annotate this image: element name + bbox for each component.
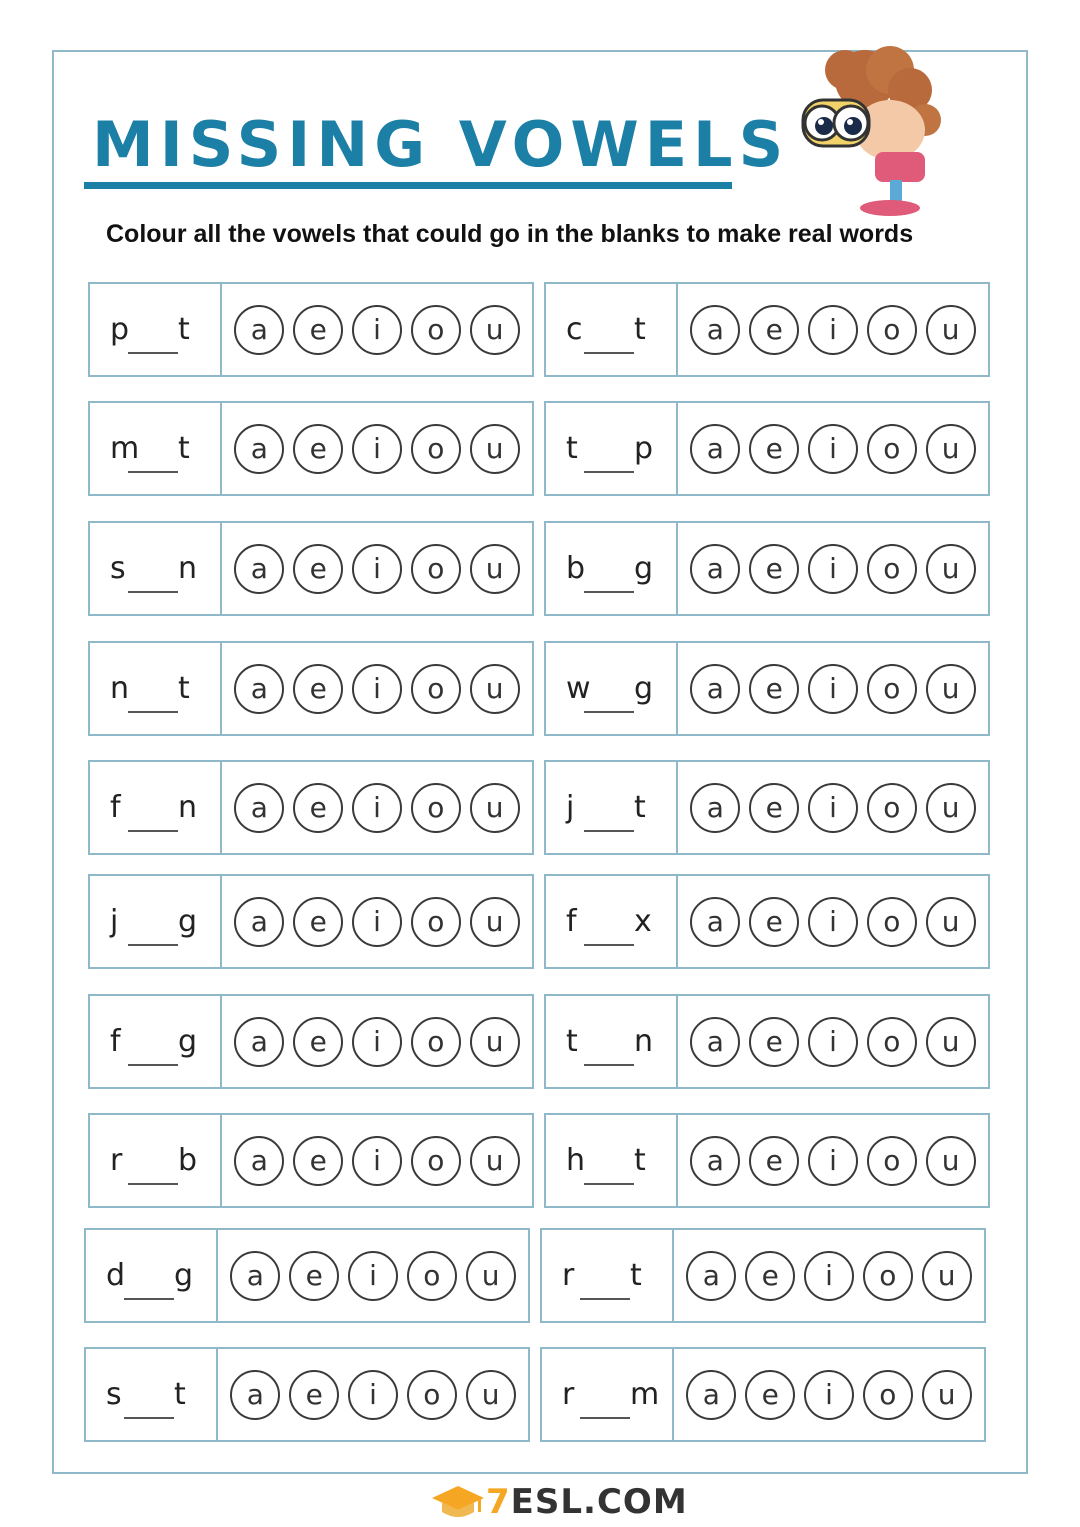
shoe: [860, 200, 920, 216]
logo-seven: 7: [486, 1482, 511, 1522]
blank-line: [128, 352, 178, 354]
vowel-circle-i[interactable]: i: [808, 544, 858, 594]
vowel-circle-o[interactable]: o: [867, 897, 917, 947]
first-letter: j: [566, 790, 575, 825]
word-cell: [546, 403, 678, 494]
word-cell: [546, 876, 678, 967]
vowel-circle-u[interactable]: u: [926, 783, 976, 833]
logo-text: [486, 1482, 688, 1522]
vowel-circle-u[interactable]: u: [466, 1370, 516, 1420]
word-card-right: [544, 641, 990, 736]
word-cell: [90, 284, 222, 375]
vowel-circle-o[interactable]: o: [411, 664, 461, 714]
vowel-circle-i[interactable]: i: [808, 664, 858, 714]
vowel-circle-a[interactable]: a: [234, 544, 284, 594]
word-card-right: [544, 874, 990, 969]
last-letter: n: [634, 1024, 654, 1059]
blank-line: [128, 471, 178, 473]
vowel-circle-i[interactable]: i: [352, 424, 402, 474]
word-card-right: [540, 1228, 986, 1323]
vowel-options: [678, 876, 988, 967]
vowel-circle-i[interactable]: i: [808, 897, 858, 947]
vowel-circle-e[interactable]: e: [293, 424, 343, 474]
blank-line: [128, 1183, 178, 1185]
vowel-circle-i[interactable]: i: [352, 1136, 402, 1186]
vowel-circle-a[interactable]: a: [234, 424, 284, 474]
logo-name: ESL.COM: [510, 1482, 688, 1522]
vowel-circle-u[interactable]: u: [926, 897, 976, 947]
first-letter: n: [110, 671, 130, 706]
first-letter: f: [110, 790, 121, 825]
vowel-circle-u[interactable]: u: [470, 424, 520, 474]
vowel-options: [678, 1115, 988, 1206]
last-letter: t: [634, 312, 646, 347]
vowel-circle-i[interactable]: i: [808, 424, 858, 474]
vowel-circle-e[interactable]: e: [293, 544, 343, 594]
vowel-circle-a[interactable]: a: [234, 305, 284, 355]
vowel-circle-a[interactable]: a: [690, 664, 740, 714]
vowel-circle-u[interactable]: u: [926, 664, 976, 714]
vowel-options: [678, 643, 988, 734]
word-card-right: [544, 521, 990, 616]
graduation-cap-icon: [430, 1482, 486, 1522]
last-letter: t: [174, 1377, 186, 1412]
blank-line: [584, 1064, 634, 1066]
word-cell: [90, 523, 222, 614]
word-cell: [90, 996, 222, 1087]
first-letter: d: [106, 1258, 126, 1293]
first-letter: s: [106, 1377, 122, 1412]
first-letter: p: [110, 312, 130, 347]
vowel-circle-a[interactable]: a: [234, 783, 284, 833]
vowel-options: [218, 1349, 528, 1440]
vowel-circle-u[interactable]: u: [926, 544, 976, 594]
vowel-circle-o[interactable]: o: [411, 1136, 461, 1186]
vowel-circle-i[interactable]: i: [808, 783, 858, 833]
vowel-circle-o[interactable]: o: [411, 1017, 461, 1067]
word-card-left: [88, 641, 534, 736]
vowel-circle-o[interactable]: o: [411, 424, 461, 474]
first-letter: c: [566, 312, 583, 347]
last-letter: m: [630, 1377, 660, 1412]
vowel-circle-e[interactable]: e: [749, 424, 799, 474]
vowel-circle-i[interactable]: i: [352, 897, 402, 947]
title-underline: [84, 182, 732, 189]
word-card-left: [88, 282, 534, 377]
blank-line: [584, 471, 634, 473]
word-card-left: [88, 521, 534, 616]
vowel-circle-u[interactable]: u: [926, 1017, 976, 1067]
vowel-circle-o[interactable]: o: [863, 1251, 913, 1301]
vowel-options: [218, 1230, 528, 1321]
blank-line: [128, 1064, 178, 1066]
vowel-circle-e[interactable]: e: [749, 783, 799, 833]
word-cell: [542, 1349, 674, 1440]
word-card-left: [88, 874, 534, 969]
last-letter: t: [178, 431, 190, 466]
word-cell: [542, 1230, 674, 1321]
blank-line: [128, 944, 178, 946]
vowel-circle-u[interactable]: u: [470, 664, 520, 714]
blank-line: [128, 711, 178, 713]
vowel-circle-u[interactable]: u: [926, 1136, 976, 1186]
first-letter: b: [566, 551, 586, 586]
first-letter: f: [110, 1024, 121, 1059]
binoculars: [803, 100, 869, 146]
last-letter: t: [634, 1143, 646, 1178]
vowel-circle-u[interactable]: u: [470, 897, 520, 947]
vowel-circle-e[interactable]: e: [289, 1370, 339, 1420]
blank-line: [580, 1298, 630, 1300]
vowel-circle-a[interactable]: a: [690, 783, 740, 833]
first-letter: w: [566, 671, 591, 706]
vowel-circle-e[interactable]: e: [749, 1136, 799, 1186]
vowel-options: [678, 523, 988, 614]
vowel-options: [678, 284, 988, 375]
vowel-options: [222, 996, 532, 1087]
shirt: [875, 152, 925, 182]
blank-line: [128, 830, 178, 832]
vowel-circle-a[interactable]: a: [234, 897, 284, 947]
site-logo: [430, 1480, 688, 1524]
last-letter: g: [178, 904, 198, 939]
vowel-circle-a[interactable]: a: [690, 1017, 740, 1067]
last-letter: n: [178, 551, 198, 586]
vowel-circle-a[interactable]: a: [230, 1251, 280, 1301]
word-cell: [86, 1349, 218, 1440]
vowel-circle-u[interactable]: u: [922, 1370, 972, 1420]
word-card-left: [84, 1347, 530, 1442]
vowel-circle-o[interactable]: o: [867, 1017, 917, 1067]
page-title: MISSING VOWELS: [92, 108, 790, 181]
vowel-circle-a[interactable]: a: [686, 1370, 736, 1420]
word-card-left: [88, 1113, 534, 1208]
vowel-circle-o[interactable]: o: [411, 544, 461, 594]
word-cell: [546, 643, 678, 734]
vowel-circle-u[interactable]: u: [470, 544, 520, 594]
word-cell: [90, 762, 222, 853]
vowel-circle-e[interactable]: e: [293, 897, 343, 947]
vowel-circle-o[interactable]: o: [411, 783, 461, 833]
word-cell: [90, 403, 222, 494]
last-letter: g: [174, 1258, 194, 1293]
blank-line: [584, 944, 634, 946]
vowel-circle-a[interactable]: a: [686, 1251, 736, 1301]
vowel-circle-e[interactable]: e: [749, 544, 799, 594]
vowel-circle-a[interactable]: a: [690, 424, 740, 474]
vowel-circle-o[interactable]: o: [863, 1370, 913, 1420]
first-letter: h: [566, 1143, 586, 1178]
vowel-circle-o[interactable]: o: [411, 305, 461, 355]
last-letter: t: [634, 790, 646, 825]
vowel-circle-i[interactable]: i: [804, 1251, 854, 1301]
blank-line: [584, 352, 634, 354]
vowel-circle-e[interactable]: e: [293, 1136, 343, 1186]
last-letter: t: [178, 312, 190, 347]
blank-line: [128, 591, 178, 593]
vowel-circle-e[interactable]: e: [293, 1017, 343, 1067]
vowel-circle-o[interactable]: o: [867, 1136, 917, 1186]
word-card-left: [88, 401, 534, 496]
vowel-circle-e[interactable]: e: [289, 1251, 339, 1301]
vowel-circle-o[interactable]: o: [411, 897, 461, 947]
vowel-circle-i[interactable]: i: [352, 305, 402, 355]
vowel-circle-u[interactable]: u: [926, 305, 976, 355]
vowel-circle-a[interactable]: a: [234, 1017, 284, 1067]
last-letter: g: [634, 671, 654, 706]
vowel-circle-a[interactable]: a: [234, 664, 284, 714]
vowel-circle-e[interactable]: e: [749, 1017, 799, 1067]
word-cell: [546, 1115, 678, 1206]
vowel-circle-i[interactable]: i: [348, 1370, 398, 1420]
vowel-circle-i[interactable]: i: [352, 1017, 402, 1067]
last-letter: n: [178, 790, 198, 825]
word-card-left: [88, 760, 534, 855]
instruction-text: Colour all the vowels that could go in the blanks to make real words: [106, 220, 914, 248]
last-letter: p: [634, 431, 654, 466]
vowel-circle-e[interactable]: e: [293, 783, 343, 833]
word-cell: [546, 762, 678, 853]
word-card-right: [544, 1113, 990, 1208]
word-cell: [546, 996, 678, 1087]
vowel-circle-e[interactable]: e: [749, 305, 799, 355]
word-card-left: [84, 1228, 530, 1323]
last-letter: x: [634, 904, 652, 939]
vowel-circle-i[interactable]: i: [348, 1251, 398, 1301]
first-letter: t: [566, 431, 578, 466]
blank-line: [584, 1183, 634, 1185]
vowel-circle-u[interactable]: u: [470, 1017, 520, 1067]
first-letter: r: [562, 1377, 575, 1412]
last-letter: t: [178, 671, 190, 706]
vowel-circle-u[interactable]: u: [922, 1251, 972, 1301]
last-letter: g: [178, 1024, 198, 1059]
word-card-left: [88, 994, 534, 1089]
vowel-options: [222, 762, 532, 853]
word-card-right: [544, 760, 990, 855]
vowel-circle-o[interactable]: o: [867, 424, 917, 474]
first-letter: f: [566, 904, 577, 939]
word-cell: [90, 643, 222, 734]
blank-line: [584, 830, 634, 832]
vowel-options: [222, 403, 532, 494]
first-letter: m: [110, 431, 140, 466]
vowel-circle-e[interactable]: e: [745, 1370, 795, 1420]
blank-line: [124, 1417, 174, 1419]
vowel-options: [678, 762, 988, 853]
vowel-circle-e[interactable]: e: [749, 664, 799, 714]
vowel-circle-o[interactable]: o: [867, 305, 917, 355]
vowel-options: [222, 876, 532, 967]
vowel-circle-u[interactable]: u: [470, 1136, 520, 1186]
vowel-circle-a[interactable]: a: [230, 1370, 280, 1420]
blank-line: [584, 591, 634, 593]
vowel-circle-o[interactable]: o: [407, 1251, 457, 1301]
word-cell: [546, 284, 678, 375]
word-card-right: [540, 1347, 986, 1442]
vowel-circle-o[interactable]: o: [407, 1370, 457, 1420]
vowel-options: [222, 643, 532, 734]
vowel-circle-a[interactable]: a: [690, 1136, 740, 1186]
vowel-options: [222, 523, 532, 614]
first-letter: s: [110, 551, 126, 586]
word-card-right: [544, 994, 990, 1089]
vowel-options: [222, 284, 532, 375]
blank-line: [580, 1417, 630, 1419]
vowel-circle-a[interactable]: a: [690, 544, 740, 594]
first-letter: j: [110, 904, 119, 939]
vowel-circle-i[interactable]: i: [352, 783, 402, 833]
vowel-circle-i[interactable]: i: [808, 1017, 858, 1067]
word-card-right: [544, 282, 990, 377]
vowel-circle-a[interactable]: a: [690, 305, 740, 355]
vowel-circle-o[interactable]: o: [867, 664, 917, 714]
vowel-circle-o[interactable]: o: [867, 544, 917, 594]
vowel-circle-i[interactable]: i: [808, 1136, 858, 1186]
vowel-circle-u[interactable]: u: [466, 1251, 516, 1301]
vowel-circle-e[interactable]: e: [293, 664, 343, 714]
vowel-options: [678, 996, 988, 1087]
vowel-circle-e[interactable]: e: [745, 1251, 795, 1301]
first-letter: t: [566, 1024, 578, 1059]
vowel-circle-o[interactable]: o: [867, 783, 917, 833]
last-letter: g: [634, 551, 654, 586]
vowel-circle-i[interactable]: i: [804, 1370, 854, 1420]
vowel-circle-e[interactable]: e: [749, 897, 799, 947]
vowel-circle-e[interactable]: e: [293, 305, 343, 355]
vowel-circle-u[interactable]: u: [470, 305, 520, 355]
vowel-circle-i[interactable]: i: [808, 305, 858, 355]
first-letter: r: [110, 1143, 123, 1178]
word-cell: [86, 1230, 218, 1321]
last-letter: t: [630, 1258, 642, 1293]
word-cell: [90, 876, 222, 967]
binoculars-kid-illustration: [795, 40, 955, 220]
word-card-right: [544, 401, 990, 496]
vowel-options: [674, 1349, 984, 1440]
last-letter: b: [178, 1143, 198, 1178]
first-letter: r: [562, 1258, 575, 1293]
vowel-circle-u[interactable]: u: [470, 783, 520, 833]
vowel-options: [674, 1230, 984, 1321]
word-cell: [90, 1115, 222, 1206]
vowel-circle-i[interactable]: i: [352, 664, 402, 714]
vowel-options: [222, 1115, 532, 1206]
vowel-options: [678, 403, 988, 494]
vowel-circle-a[interactable]: a: [690, 897, 740, 947]
vowel-circle-u[interactable]: u: [926, 424, 976, 474]
vowel-circle-i[interactable]: i: [352, 544, 402, 594]
vowel-circle-a[interactable]: a: [234, 1136, 284, 1186]
blank-line: [584, 711, 634, 713]
blank-line: [124, 1298, 174, 1300]
word-cell: [546, 523, 678, 614]
